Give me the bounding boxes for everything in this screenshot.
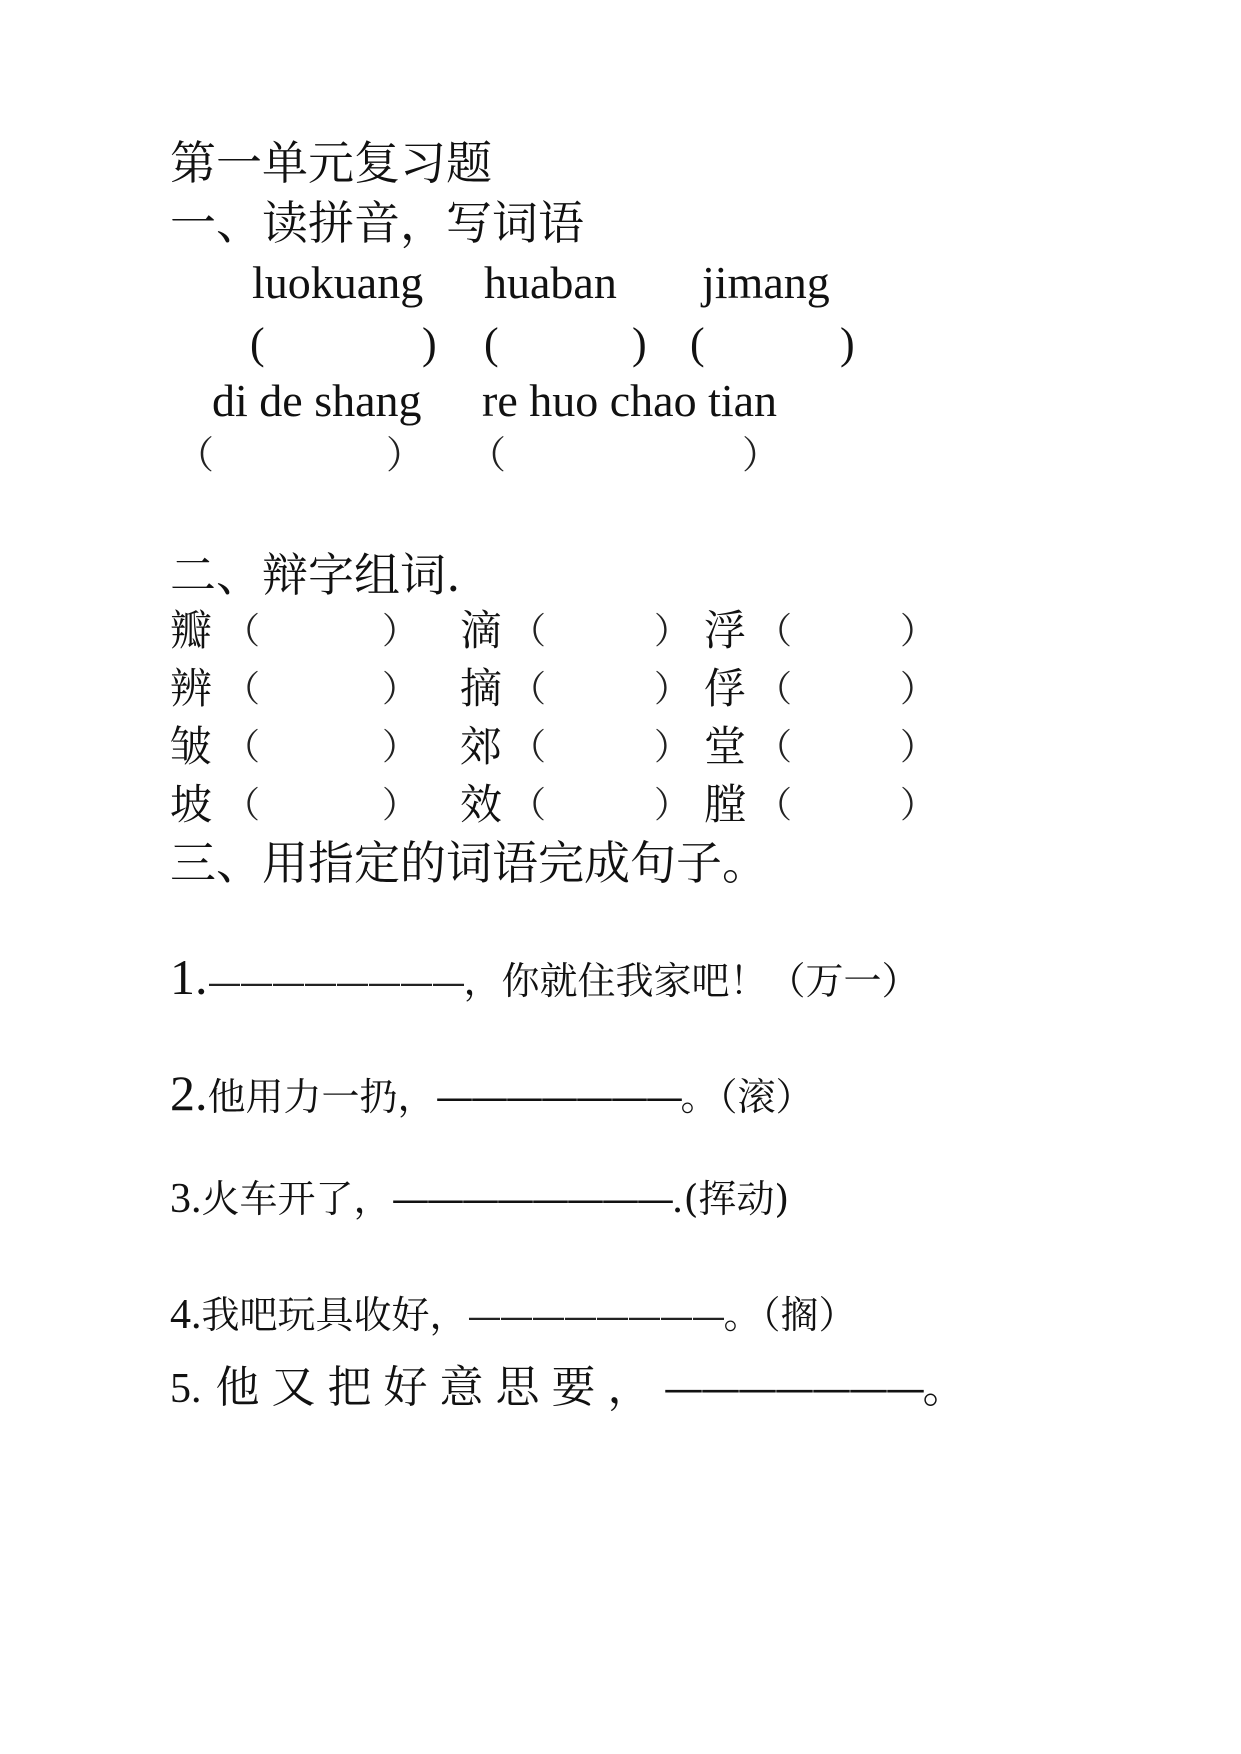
pinyin-re-huo-chao-tian: re huo chao tian <box>482 375 778 426</box>
char-bian: 辨 <box>170 664 213 713</box>
pinyin-huaban: huaban <box>484 257 617 308</box>
answer-blank[interactable]: ———————— <box>467 1297 724 1337</box>
char-po: 坡 <box>170 780 213 829</box>
paren-open: （ <box>510 611 547 652</box>
char-xiao: 效 <box>460 780 503 829</box>
answer-blank[interactable]: ——————— <box>435 1075 681 1119</box>
paren-close: ） <box>654 785 691 826</box>
sentence-text: .(挥动) <box>671 1177 790 1221</box>
sentence-4 <box>170 1294 857 1336</box>
paren-close: ） <box>382 611 419 652</box>
sentence-text: 。（搁） <box>723 1293 857 1337</box>
paren-open: （ <box>224 611 261 652</box>
answer-close-paren: ） <box>742 433 781 477</box>
sentence-text: 他又把好意思要， <box>215 1362 664 1413</box>
pinyin-jimang: jimang <box>702 257 830 308</box>
answer-close-paren: ) <box>840 319 855 368</box>
paren-open: （ <box>756 669 793 710</box>
sentence-text: 我吧玩具收好， <box>201 1293 468 1337</box>
sentence-number: 4. <box>170 1292 202 1338</box>
section2-heading: 二、辩字组词. <box>170 548 461 602</box>
paren-open: （ <box>510 669 547 710</box>
section3-heading: 三、用指定的词语完成句子。 <box>170 836 768 890</box>
sentence-1 <box>170 949 920 1005</box>
answer-blank[interactable]: ———————— <box>391 1177 672 1221</box>
char-ban: 瓣 <box>170 606 213 655</box>
paren-close: ） <box>900 669 937 710</box>
char-fu: 浮 <box>704 606 747 655</box>
paren-close: ） <box>382 669 419 710</box>
answer-close-paren: ) <box>422 319 437 368</box>
paren-open: （ <box>224 669 261 710</box>
answer-open-paren: （ <box>176 433 215 477</box>
sentence-2 <box>170 1065 814 1121</box>
paren-close: ） <box>382 727 419 768</box>
answer-open-paren: ( <box>250 319 265 368</box>
char-di: 滴 <box>460 606 503 655</box>
paren-close: ） <box>900 785 937 826</box>
sentence-5 <box>170 1362 967 1413</box>
sentence-number: 3. <box>170 1176 202 1222</box>
char-fu2: 俘 <box>704 664 747 713</box>
sentence-3 <box>170 1178 789 1220</box>
paren-open: （ <box>224 727 261 768</box>
paren-open: （ <box>756 785 793 826</box>
paren-close: ） <box>382 785 419 826</box>
page-title: 第一单元复习题 <box>170 136 492 190</box>
section1-heading: 一、读拼音，写词语 <box>170 196 584 250</box>
sentence-number: 1. <box>170 949 208 1005</box>
paren-close: ） <box>654 669 691 710</box>
answer-open-paren: （ <box>468 433 507 477</box>
paren-open: （ <box>756 611 793 652</box>
sentence-text: 。 <box>922 1362 967 1413</box>
char-zhou: 皱 <box>170 722 213 771</box>
paren-close: ） <box>654 611 691 652</box>
pinyin-luokuang: luokuang <box>252 257 424 308</box>
answer-open-paren: ( <box>690 319 705 368</box>
sentence-text: ，你就住我家吧！（万一） <box>463 959 920 1003</box>
char-zhai: 摘 <box>460 664 503 713</box>
answer-blank[interactable]: ——————— <box>663 1366 923 1412</box>
sentence-text: 火车开了， <box>201 1177 392 1221</box>
sentence-number: 5. <box>170 1366 202 1412</box>
paren-close: ） <box>900 611 937 652</box>
char-jiao: 郊 <box>460 722 503 771</box>
answer-close-paren: ） <box>386 433 425 477</box>
sentence-text: 他用力一扔， <box>207 1075 436 1119</box>
sentence-text: 。（滚） <box>680 1075 814 1119</box>
paren-open: （ <box>224 785 261 826</box>
char-tang2: 膛 <box>704 780 747 829</box>
pinyin-di-de-shang: di de shang <box>212 375 422 426</box>
paren-close: ） <box>654 727 691 768</box>
paren-open: （ <box>756 727 793 768</box>
char-tang: 堂 <box>704 722 747 771</box>
sentence-number: 2. <box>170 1065 208 1121</box>
answer-open-paren: ( <box>484 319 499 368</box>
answer-blank[interactable]: ———————— <box>207 963 464 1003</box>
paren-open: （ <box>510 727 547 768</box>
paren-close: ） <box>900 727 937 768</box>
paren-open: （ <box>510 785 547 826</box>
answer-close-paren: ) <box>632 319 647 368</box>
